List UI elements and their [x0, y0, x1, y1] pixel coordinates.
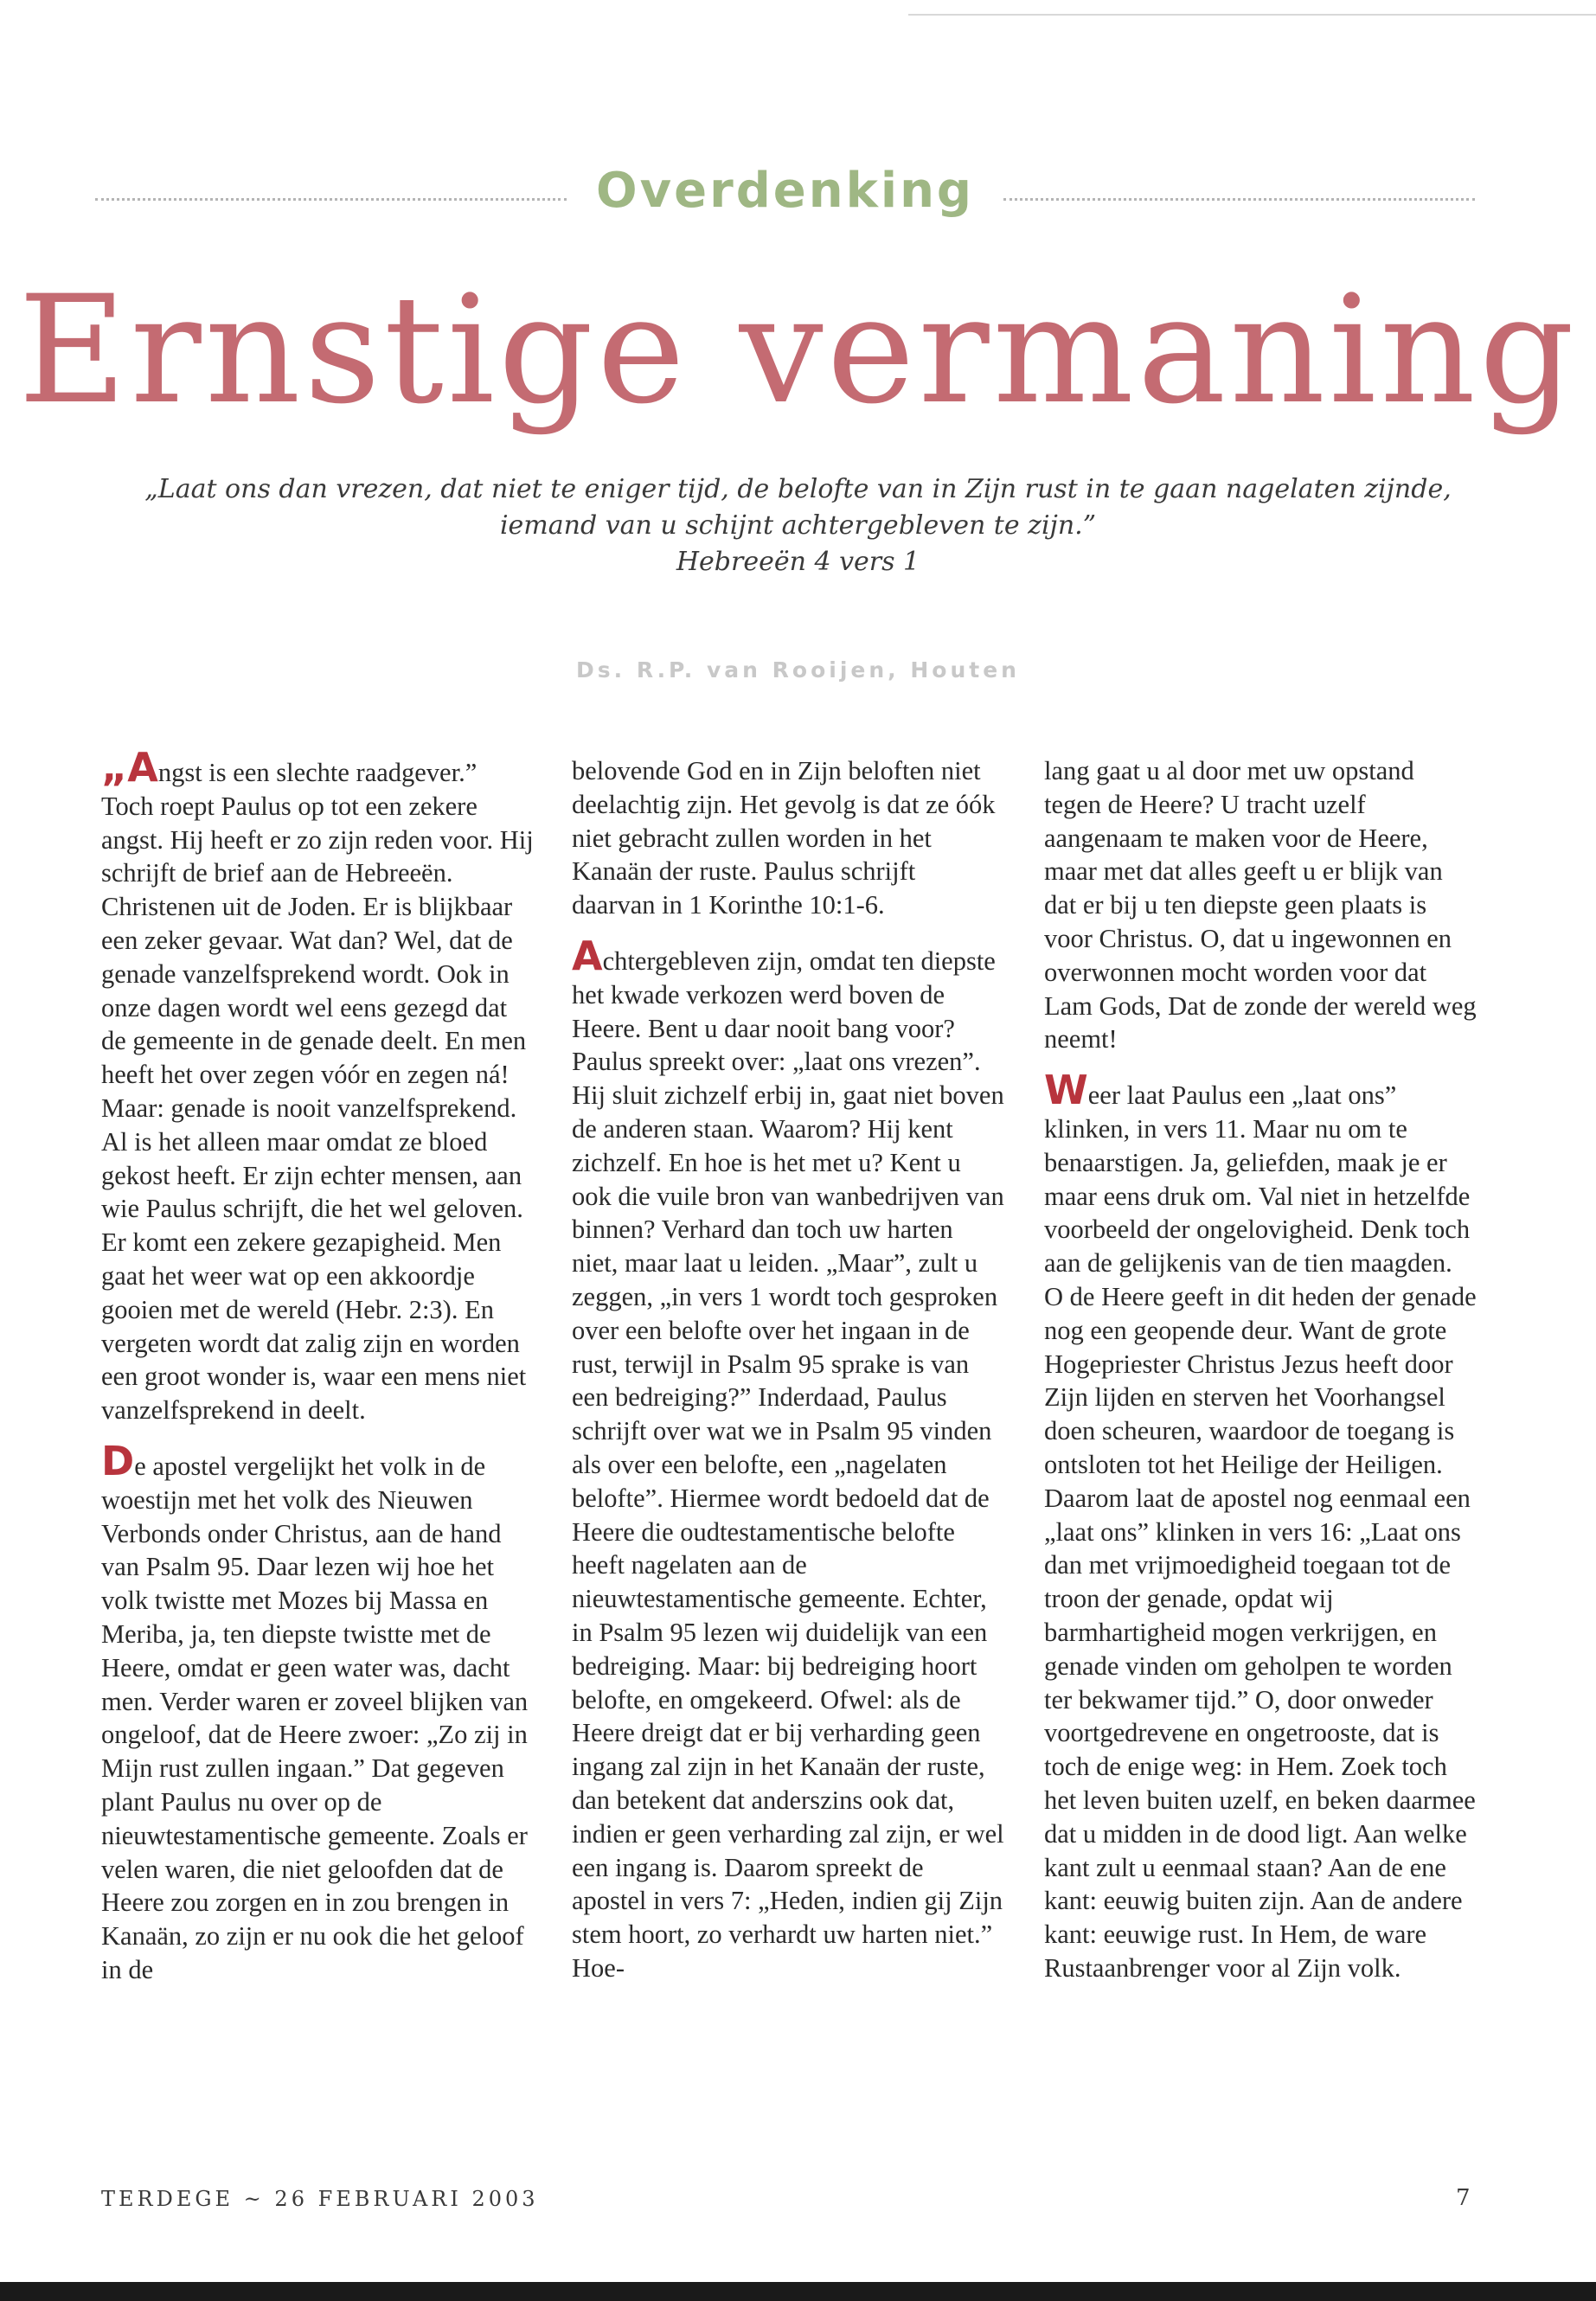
epigraph-reference: Hebreeën 4 vers 1	[676, 547, 920, 577]
epigraph-line-1: „Laat ons dan vrezen, dat niet te eniger tijd, de belofte van in Zijn rust in te gaan nagelaten zijnde,	[144, 474, 1452, 504]
paragraph	[572, 932, 1004, 1985]
epigraph	[87, 471, 1509, 580]
epigraph-line-2: iemand van u schijnt achtergebleven te zijn.”	[499, 510, 1097, 541]
top-rule	[908, 14, 1596, 16]
author-byline: Ds. R.P. van Rooijen, Houten	[576, 657, 1020, 683]
drop-initial: D	[101, 1437, 135, 1484]
text-column-1	[101, 744, 534, 2008]
paragraph-text: eer laat Paulus een „laat ons” klinken, in vers 11. Maar nu om te benaarstigen. Ja, geliefden, maak je er maar eens druk om. Val niet in hetzelfde voorbeeld der ongelovigheid. Denk toch aan de gelijkenis van de tien maagden. O de Heere geeft in dit heden der genade nog een geopende deur. Want de grote Hogepriester Christus Jezus heeft door Zijn lijden en sterven het Voorhangsel doen scheuren, waardoor de toegang is ontsloten tot het Heilige der Heiligen. Daarom laat de apostel nog eenmaal een „laat ons” klinken in vers 16: „Laat ons dan met vrijmoedigheid toegaan tot de troon der genade, opdat wij barmhartigheid mogen verkrijgen, en genade vinden om geholpen te worden ter bekwamer tijd.” O, door onweder voortgedrevene en ongetrooste, dat is toch de enige weg: in Hem. Zoek toch het leven buiten uzelf, en beken daarmee dat u midden in de dood ligt. Aan welke kant zult u eenmaal staan? Aan de ene kant: eeuwig buiten zijn. Aan de andere kant: eeuwige rust. In Hem, de ware Rustaanbrenger voor al Zijn volk.	[1044, 1080, 1477, 1983]
paragraph-text: belovende God en in Zijn beloften niet deelachtig zijn. Het gevolg is dat ze óók niet gebracht zullen worden in het Kanaän der ruste. Paulus schrijft daarvan in 1 Korinthe 10:1-6.	[572, 756, 996, 920]
text-column-2	[572, 754, 1004, 2006]
right-dotted-rule	[1003, 198, 1475, 201]
paragraph	[1044, 754, 1477, 1056]
drop-initial: W	[1044, 1067, 1088, 1114]
paragraph-text: e apostel vergelijkt het volk in de woestijn met het volk des Nieuwen Verbonds onder Christus, aan de hand van Psalm 95. Daar lezen wij hoe het volk twistte met Mozes bij Massa en Meriba, ja, ten diepste twistte met de Heere, omdat er geen water was, dacht men. Verder waren er zoveel blijken van ongeloof, dat de Heere zwoer: „Zo zij in Mijn rust zullen ingaan.” Dat gegeven plant Paulus nu over op de nieuwtestamentische gemeente. Zoals er velen waren, die niet geloofden dat de Heere zou zorgen en in zou brengen in Kanaän, zo zijn er nu ook die het geloof in de	[101, 1451, 529, 1984]
paragraph	[101, 1437, 534, 1987]
bottom-scan-band	[0, 2282, 1596, 2301]
article-title: Ernstige vermaning	[17, 263, 1578, 437]
paragraph	[101, 744, 534, 1427]
text-column-3	[1044, 754, 1477, 2006]
left-dotted-rule	[95, 198, 567, 201]
page-number: 7	[1456, 2185, 1471, 2211]
paragraph-text: lang gaat u al door met uw opstand tegen de Heere? U tracht uzelf aangenaam te maken voor de Heere, maar met dat alles geeft u er blijk van dat er bij u ten diepste geen plaats is voor Christus. O, dat u ingewonnen en overwonnen mocht worden voor dat Lam Gods, Dat de zonde der wereld weg neemt!	[1044, 756, 1477, 1054]
section-header	[95, 156, 1475, 225]
drop-initial: A	[572, 932, 603, 979]
paragraph	[1044, 1067, 1477, 1985]
paragraph	[572, 754, 1004, 922]
paragraph-text: chtergebleven zijn, omdat ten diepste het kwade verkozen werd boven de Heere. Bent u daar nooit bang voor? Paulus spreekt over: „laat ons vrezen”. Hij sluit zichzelf erbij in, gaat niet boven de anderen staan. Waarom? Hij kent zichzelf. En hoe is het met u? Kent u ook die vuile bron van wanbedrijven van binnen? Verhard dan toch uw harten niet, maar laat u leiden. „Maar”, zult u zeggen, „in vers 1 wordt toch gesproken over een belofte over het ingaan in de rust, terwijl in Psalm 95 sprake is van een bedreiging?” Inderdaad, Paulus schrijft over wat we in Psalm 95 vinden als over een belofte, een „nagelaten belofte”. Hiermee wordt bedoeld dat de Heere die oudtestamentische belofte heeft nagelaten aan de nieuwtestamentische gemeente. Echter, in Psalm 95 lezen wij duidelijk van een bedreiging. Maar: bij bedreiging hoort belofte, en omgekeerd. Ofwel: als de Heere dreigt dat er bij verharding geen ingang zal zijn in het Kanaän der ruste, dan betekent dat anderszins ook dat, indien er geen verharding zal zijn, er wel een ingang is. Daarom spreekt de apostel in vers 7: „Heden, indien gij Zijn stem hoort, zo verhardt uw harten niet.” Hoe-	[572, 945, 1004, 1983]
paragraph-text: ngst is een slechte raadgever.” Toch roept Paulus op tot een zekere angst. Hij heeft er zo zijn reden voor. Hij schrijft de brief aan de Hebreeën. Christenen uit de Joden. Er is blijkbaar een zeker gevaar. Wat dan? Wel, dat de genade vanzelfsprekend wordt. Ook in onze dagen wordt wel eens gezegd dat de gemeente in de genade deelt. En men heeft het over zegen vóór en zegen ná! Maar: genade is nooit vanzelfsprekend. Al is het alleen maar omdat ze bloed gekost heeft. Er zijn echter mensen, aan wie Paulus schrijft, die het wel geloven. Er komt een zekere gezapigheid. Men gaat het weer wat op een akkoordje gooien met de wereld (Hebr. 2:3). En vergeten wordt dat zalig zijn en worden een groot wonder is, waar een mens niet vanzelfsprekend in deelt.	[101, 758, 534, 1426]
footer-publication: TERDEGE ~ 26 FEBRUARI 2003	[101, 2187, 539, 2211]
section-label: Overdenking	[595, 162, 975, 219]
drop-initial: „A	[101, 744, 158, 791]
